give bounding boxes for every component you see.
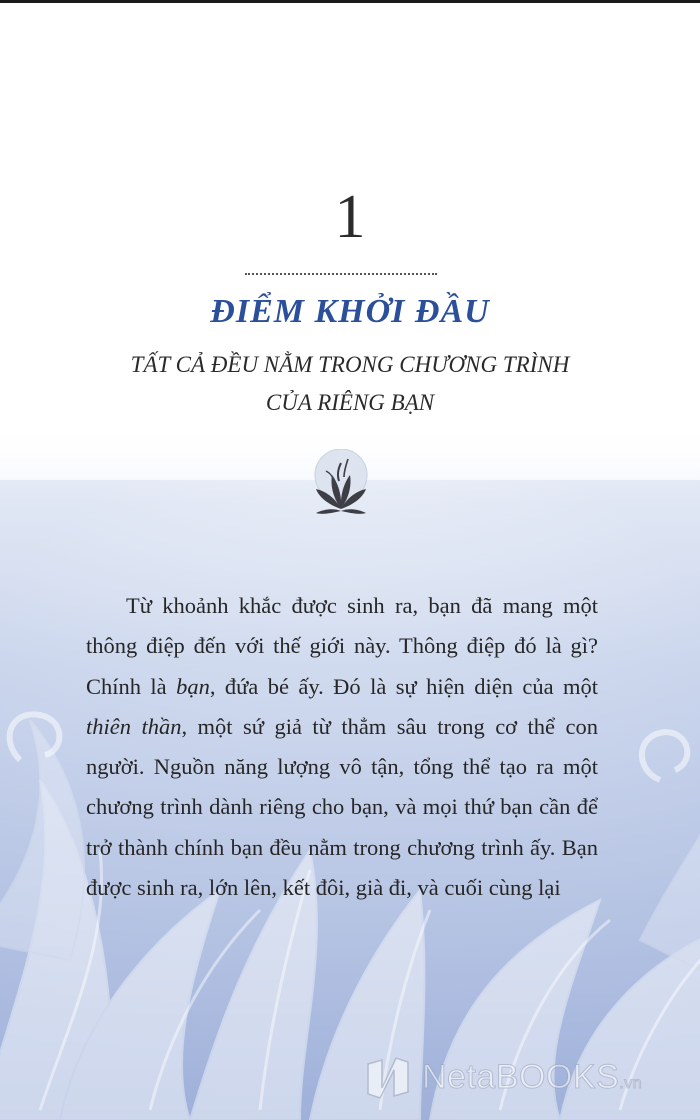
body-paragraph (86, 586, 598, 908)
publisher-watermark (362, 1052, 692, 1102)
body-text-segment: , đứa bé ấy. Đó là sự hiện diện của một (209, 673, 598, 699)
chapter-subtitle-line-1: TẤT CẢ ĐỀU NẰM TRONG CHƯƠNG TRÌNH (130, 352, 570, 377)
body-emphasis-ban: bạn (176, 673, 210, 699)
lotus-ornament-icon (312, 449, 370, 519)
watermark-text (422, 1058, 642, 1097)
body-text-segment: Từ khoảnh khắc được sinh ra, bạn đã mang một thông điệp đến với thế giới này. Thông điệp đó là gì? Chính là (86, 593, 598, 699)
chapter-title: ĐIỂM KHỞI ĐẦU (210, 293, 490, 330)
dotted-divider (245, 273, 437, 275)
chapter-subtitle (60, 346, 640, 422)
body-text-segment: , một sứ giả từ thẳm sâu trong cơ thể con người. Nguồn năng lượng vô tận, tổng thể tạo ra một chương trình dành riêng cho bạn, và mọi thứ bạn cần để trở thành chính bạn đều nằm trong chương trình ấy. Bạn được sinh ra, lớn lên, kết đôi, già đi, và cuối cùng lại (86, 713, 598, 901)
netabooks-logo-icon (362, 1054, 414, 1100)
chapter-subtitle-line-2: CỦA RIÊNG BẠN (265, 390, 435, 415)
body-emphasis-thien-than: thiên thần (86, 713, 182, 739)
chapter-number: 1 (334, 183, 366, 251)
watermark-suffix: .vn (619, 1074, 643, 1092)
watermark-brand: NetaBOOKS (422, 1057, 620, 1096)
top-border-line (0, 0, 700, 3)
